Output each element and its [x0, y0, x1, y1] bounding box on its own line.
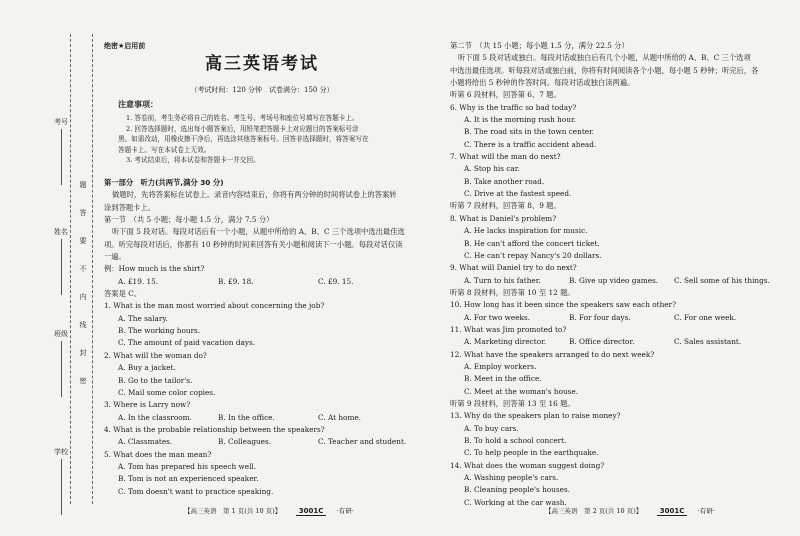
example-answer: 答案是 C。: [104, 289, 142, 299]
option: C. Teacher and student.: [318, 437, 407, 447]
option: B. Tom is not an experienced speaker.: [118, 474, 259, 484]
option: B. Take another road.: [464, 176, 545, 186]
option: C. £9. 15.: [318, 276, 354, 286]
option: C. Meet at the woman's house.: [464, 386, 579, 396]
question-text: 1. What is the man most worried about concerning the job?: [104, 301, 325, 311]
material-heading: 听第 6 段材料，回答第 6、7 题。: [450, 90, 561, 100]
field-exam-number: 考号: [54, 118, 68, 187]
option: A. Turn to his father.: [464, 275, 541, 285]
option: B. The road sits in the town center.: [464, 127, 595, 137]
material-heading: 听第 7 段材料，回答第 8、9 题。: [450, 201, 561, 211]
option: B. Cleaning people's houses.: [464, 485, 571, 495]
notice-line: 1. 答卷前，考生务必将自己的姓名、考生号、考场号和座位号填写在答题卡上。: [126, 114, 359, 122]
material-heading: 听第 9 段材料，回答第 13 至 16 题。: [450, 398, 575, 408]
option: B. Go to the tailor's.: [118, 375, 193, 385]
option: A. Washing people's cars.: [464, 473, 559, 483]
question-text: 13. Why do the speakers plan to raise money?: [450, 411, 621, 421]
footer-brand: ·有研·: [697, 507, 715, 515]
option: A. Tom has prepared his speech well.: [118, 461, 257, 471]
example-options: [104, 276, 420, 288]
question-text: 6. Why is the traffic so bad today?: [450, 102, 577, 112]
section2-body: [450, 40, 780, 509]
seal-char: 题: [79, 181, 87, 189]
question-options: [450, 275, 780, 287]
seal-char: 要: [79, 237, 87, 245]
option: B. Colleagues.: [218, 437, 272, 447]
footer-code: 3001C: [657, 507, 688, 516]
seal-char: 线: [79, 321, 87, 329]
option: C. The amount of paid vacation days.: [118, 338, 256, 348]
option: A. Classmates.: [118, 437, 173, 447]
question-text: 3. Where is Larry now?: [104, 400, 191, 410]
option: B. Meet in the office.: [464, 374, 542, 384]
question-text: 11. What was Jim promoted to?: [450, 324, 567, 334]
option: C. Drive at the fastest speed.: [464, 189, 572, 199]
seal-char: 内: [79, 293, 87, 301]
question-text: 14. What does the woman suggest doing?: [450, 460, 605, 470]
section-desc-line: 一遍。: [104, 252, 126, 262]
option: C. Sales assistant.: [674, 337, 742, 347]
exam-time-info: （考试时间：120 分钟 试卷满分：150 分）: [190, 86, 334, 94]
option: A. Employ workers.: [464, 361, 537, 371]
footer-page-label: 【高三英语 第 2 页(共 10 页)】: [545, 507, 643, 515]
secret-label: 绝密★启用前: [104, 42, 146, 50]
section-desc-line: 听下面 5 段对话。每段对话后有一个小题，从题中所给的 A、B、C 三个选项中选出最佳选: [112, 227, 405, 237]
option: A. Marketing director.: [464, 337, 547, 347]
question-options: [450, 336, 780, 348]
option: C. Working at the car wash.: [464, 497, 567, 507]
part-title: 第一部分 听力(共两节,满分 30 分): [104, 178, 224, 187]
section-title: 第二节 （共 15 小题；每小题 1.5 分，满分 22.5 分）: [450, 41, 629, 50]
option: C. Sell some of his things.: [674, 275, 770, 285]
section-desc-line: 听下面 5 段对话或独白。每段对话或独白后有几个小题，从题中所给的 A、B、C 三个选项: [458, 53, 751, 63]
part-desc-line: 做题时，先将答案标在试卷上。录音内容结束后，你将有两分钟的时间将试卷上的答案转: [112, 190, 397, 200]
part-desc-line: 涂到答题卡上。: [104, 202, 156, 212]
option: A. For two weeks.: [464, 312, 531, 322]
question-text: 4. What is the probable relationship between the speakers?: [104, 424, 325, 434]
field-name: 姓名: [54, 228, 68, 297]
notice-line: 黑。如需改动，用橡皮擦干净后，再选涂其他答案标号。回答非选择题时，将答案写在: [118, 135, 369, 143]
option: B. The working hours.: [118, 326, 201, 336]
option: A. £19. 15.: [118, 276, 159, 286]
question-text: 10. How long has it been since the speakers saw each other?: [450, 300, 677, 310]
section-desc-line: 项。听完每段对话后，你都有 10 秒钟的时间来回答有关小题和阅读下一小题。每段对话仅读: [104, 239, 403, 249]
footer-page-label: 【高三英语 第 1 页(共 10 页)】: [184, 507, 282, 515]
option: A. In the classroom.: [118, 412, 192, 422]
part1-body: [104, 177, 420, 498]
question-text: 12. What have the speakers arranged to do next week?: [450, 349, 655, 359]
option: C. Mail some color copies.: [118, 387, 216, 397]
seal-char: 封: [79, 349, 87, 357]
option: A. It is the morning rush hour.: [464, 115, 576, 125]
option: A. The salary.: [118, 313, 168, 323]
footer-brand: ·有研·: [336, 507, 354, 515]
section-title: 第一节 （共 5 小题；每小题 1.5 分，满分 7.5 分）: [104, 215, 274, 225]
option: B. For four days.: [569, 312, 631, 322]
binding-cut-line: [70, 34, 71, 504]
option: A. Stop his car.: [464, 164, 520, 174]
section-desc-line: 中选出最佳选项。听每段对话或独白前，你将有时间阅读各个小题，每小题 5 秒钟；听完后，各: [450, 65, 759, 75]
notice-list: [118, 113, 416, 166]
option: B. Give up video games.: [569, 275, 659, 285]
option: A. To buy cars.: [464, 423, 519, 433]
notice-title: 注意事项：: [118, 100, 158, 109]
binding-margin: [0, 0, 95, 536]
field-school: 学校: [54, 448, 68, 517]
notice-line: 答题卡上。写在本试卷上无效。: [118, 145, 211, 154]
question-options: [104, 436, 420, 448]
option: C. For one week.: [674, 312, 737, 322]
seal-char: 密: [79, 377, 87, 385]
question-text: 7. What will the man do next?: [450, 152, 561, 162]
binding-seal-line: [92, 34, 93, 504]
page-footer: [545, 505, 715, 517]
question-list: [450, 89, 780, 509]
option: C. At home.: [318, 412, 362, 422]
option: B. £9. 18.: [218, 276, 254, 286]
section-desc-line: 小题将给出 5 秒钟的作答时间。每段对话或独白读两遍。: [450, 78, 635, 88]
seal-char: 答: [79, 209, 87, 217]
page-title: 高三英语考试: [205, 54, 319, 74]
option: A. Buy a jacket.: [118, 363, 176, 373]
option: A. He lacks inspiration for music.: [464, 226, 588, 236]
seal-char: 不: [79, 265, 87, 273]
option: C. Tom doesn't want to practice speaking.: [118, 486, 274, 496]
field-class: 班级: [54, 330, 68, 399]
question-options: [450, 312, 780, 324]
option: B. He can't afford the concert ticket.: [464, 238, 600, 248]
option: B. In the office.: [218, 412, 275, 422]
option: C. He can't repay Nancy's 20 dollars.: [464, 250, 602, 260]
question-list: [104, 300, 420, 498]
notice-line: 2. 回答选择题时，选出每小题答案后，用铅笔把答题卡上对应题目的答案标号涂: [126, 124, 359, 133]
option: C. There is a traffic accident ahead.: [464, 139, 597, 149]
page-footer: [184, 505, 354, 517]
question-options: [104, 412, 420, 424]
question-text: 9. What will Daniel try to do next?: [450, 263, 577, 273]
option: B. Office director.: [569, 337, 635, 347]
option: C. To help people in the earthquake.: [464, 448, 599, 458]
question-text: 2. What will the woman do?: [104, 350, 207, 360]
footer-code: 3001C: [296, 507, 327, 516]
question-text: 5. What does the man mean?: [104, 449, 212, 459]
question-text: 8. What is Daniel's problem?: [450, 213, 557, 223]
option: B. To hold a school concert.: [464, 436, 567, 445]
material-heading: 听第 8 段材料，回答第 10 至 12 题。: [450, 287, 575, 297]
notice-line: 3. 考试结束后，将本试卷和答题卡一并交回。: [126, 156, 260, 164]
example-question: 例：How much is the shirt?: [104, 264, 205, 274]
